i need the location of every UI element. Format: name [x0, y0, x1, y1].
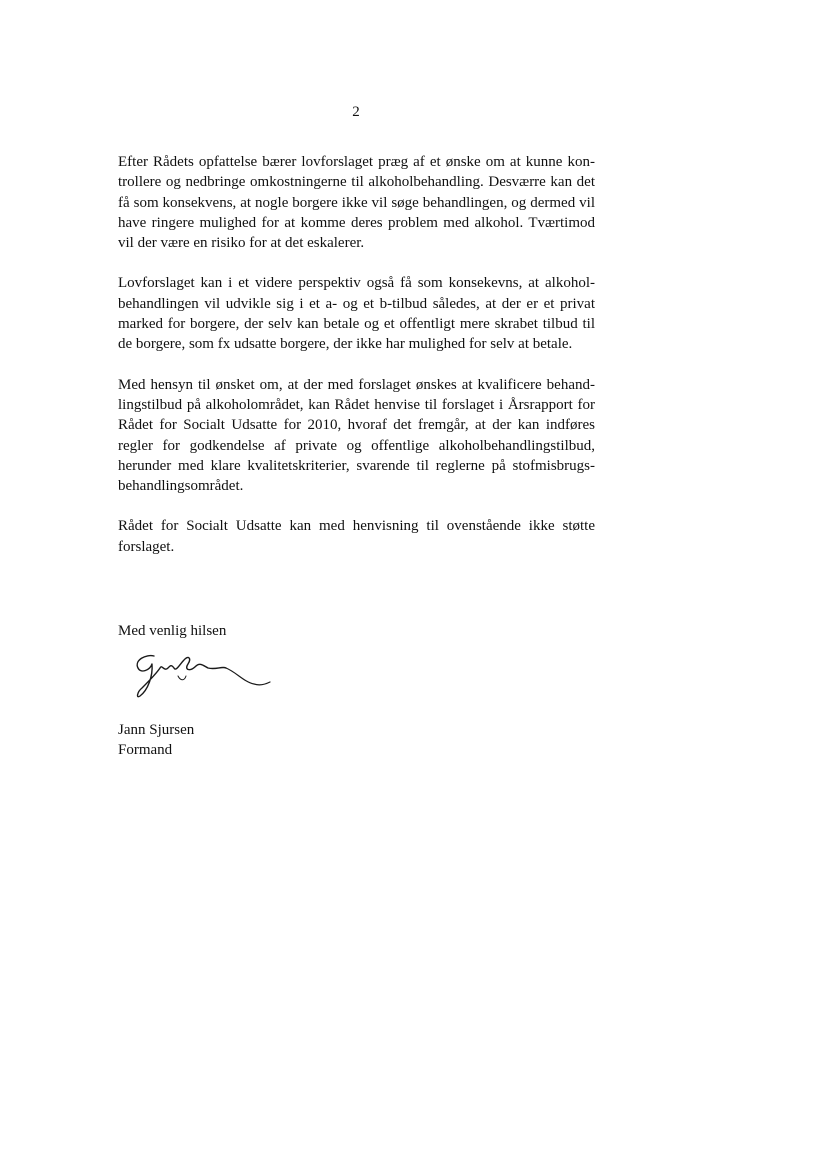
paragraph-2: Lovforslaget kan i et videre perspektiv også få som konsekevns, at alkoholbehandlingen vil udvikle sig i et a- og et b-tilbud således, at der er et privat marked for borgere, der selv kan betale og et offentligt mere skrabet tilbud til de borgere, som fx udsatte borgere, der ikke har mulighed for selv at betale.	[118, 275, 595, 353]
closing-greeting: Med venlig hilsen	[118, 623, 227, 639]
signer-name: Jann Sjursen	[118, 722, 195, 738]
paragraph-3: Med hensyn til ønsket om, at der med forslaget ønskes at kvalificere behandlingstilbud på alkoholområdet, kan Rådet henvise til forslaget i Årsrapport for Rådet for Socialt Udsatte for 2010, hvoraf det fremgår, at der kan indføres regler for godkendelse af private og offentlige alkoholbehandlingstilbud, herunder med klare kvalitetskriterier, svarende til reglerne på stofmisbrugsbehandlingsområdet.	[118, 376, 595, 495]
signer-title: Formand	[118, 742, 173, 758]
paragraph-4: Rådet for Socialt Udsatte kan med henvisning til ovenstående ikke støtte forslaget.	[118, 518, 595, 555]
handwritten-signature	[126, 646, 286, 706]
page-number: 2	[352, 104, 360, 120]
paragraph-1: Efter Rådets opfattelse bærer lovforslaget præg af et ønske om at kunne kontrollere og nedbringe omkostningerne til alkoholbehandling. Desværre kan det få som konsekvens, at nogle borgere ikke vil søge behandlingen, og dermed vil have ringere mulighed for at komme deres problem med alkohol. Tværtimod vil der være en risiko for at det eskalerer.	[118, 154, 595, 252]
letter-body	[118, 152, 595, 577]
signer-block	[118, 720, 194, 760]
